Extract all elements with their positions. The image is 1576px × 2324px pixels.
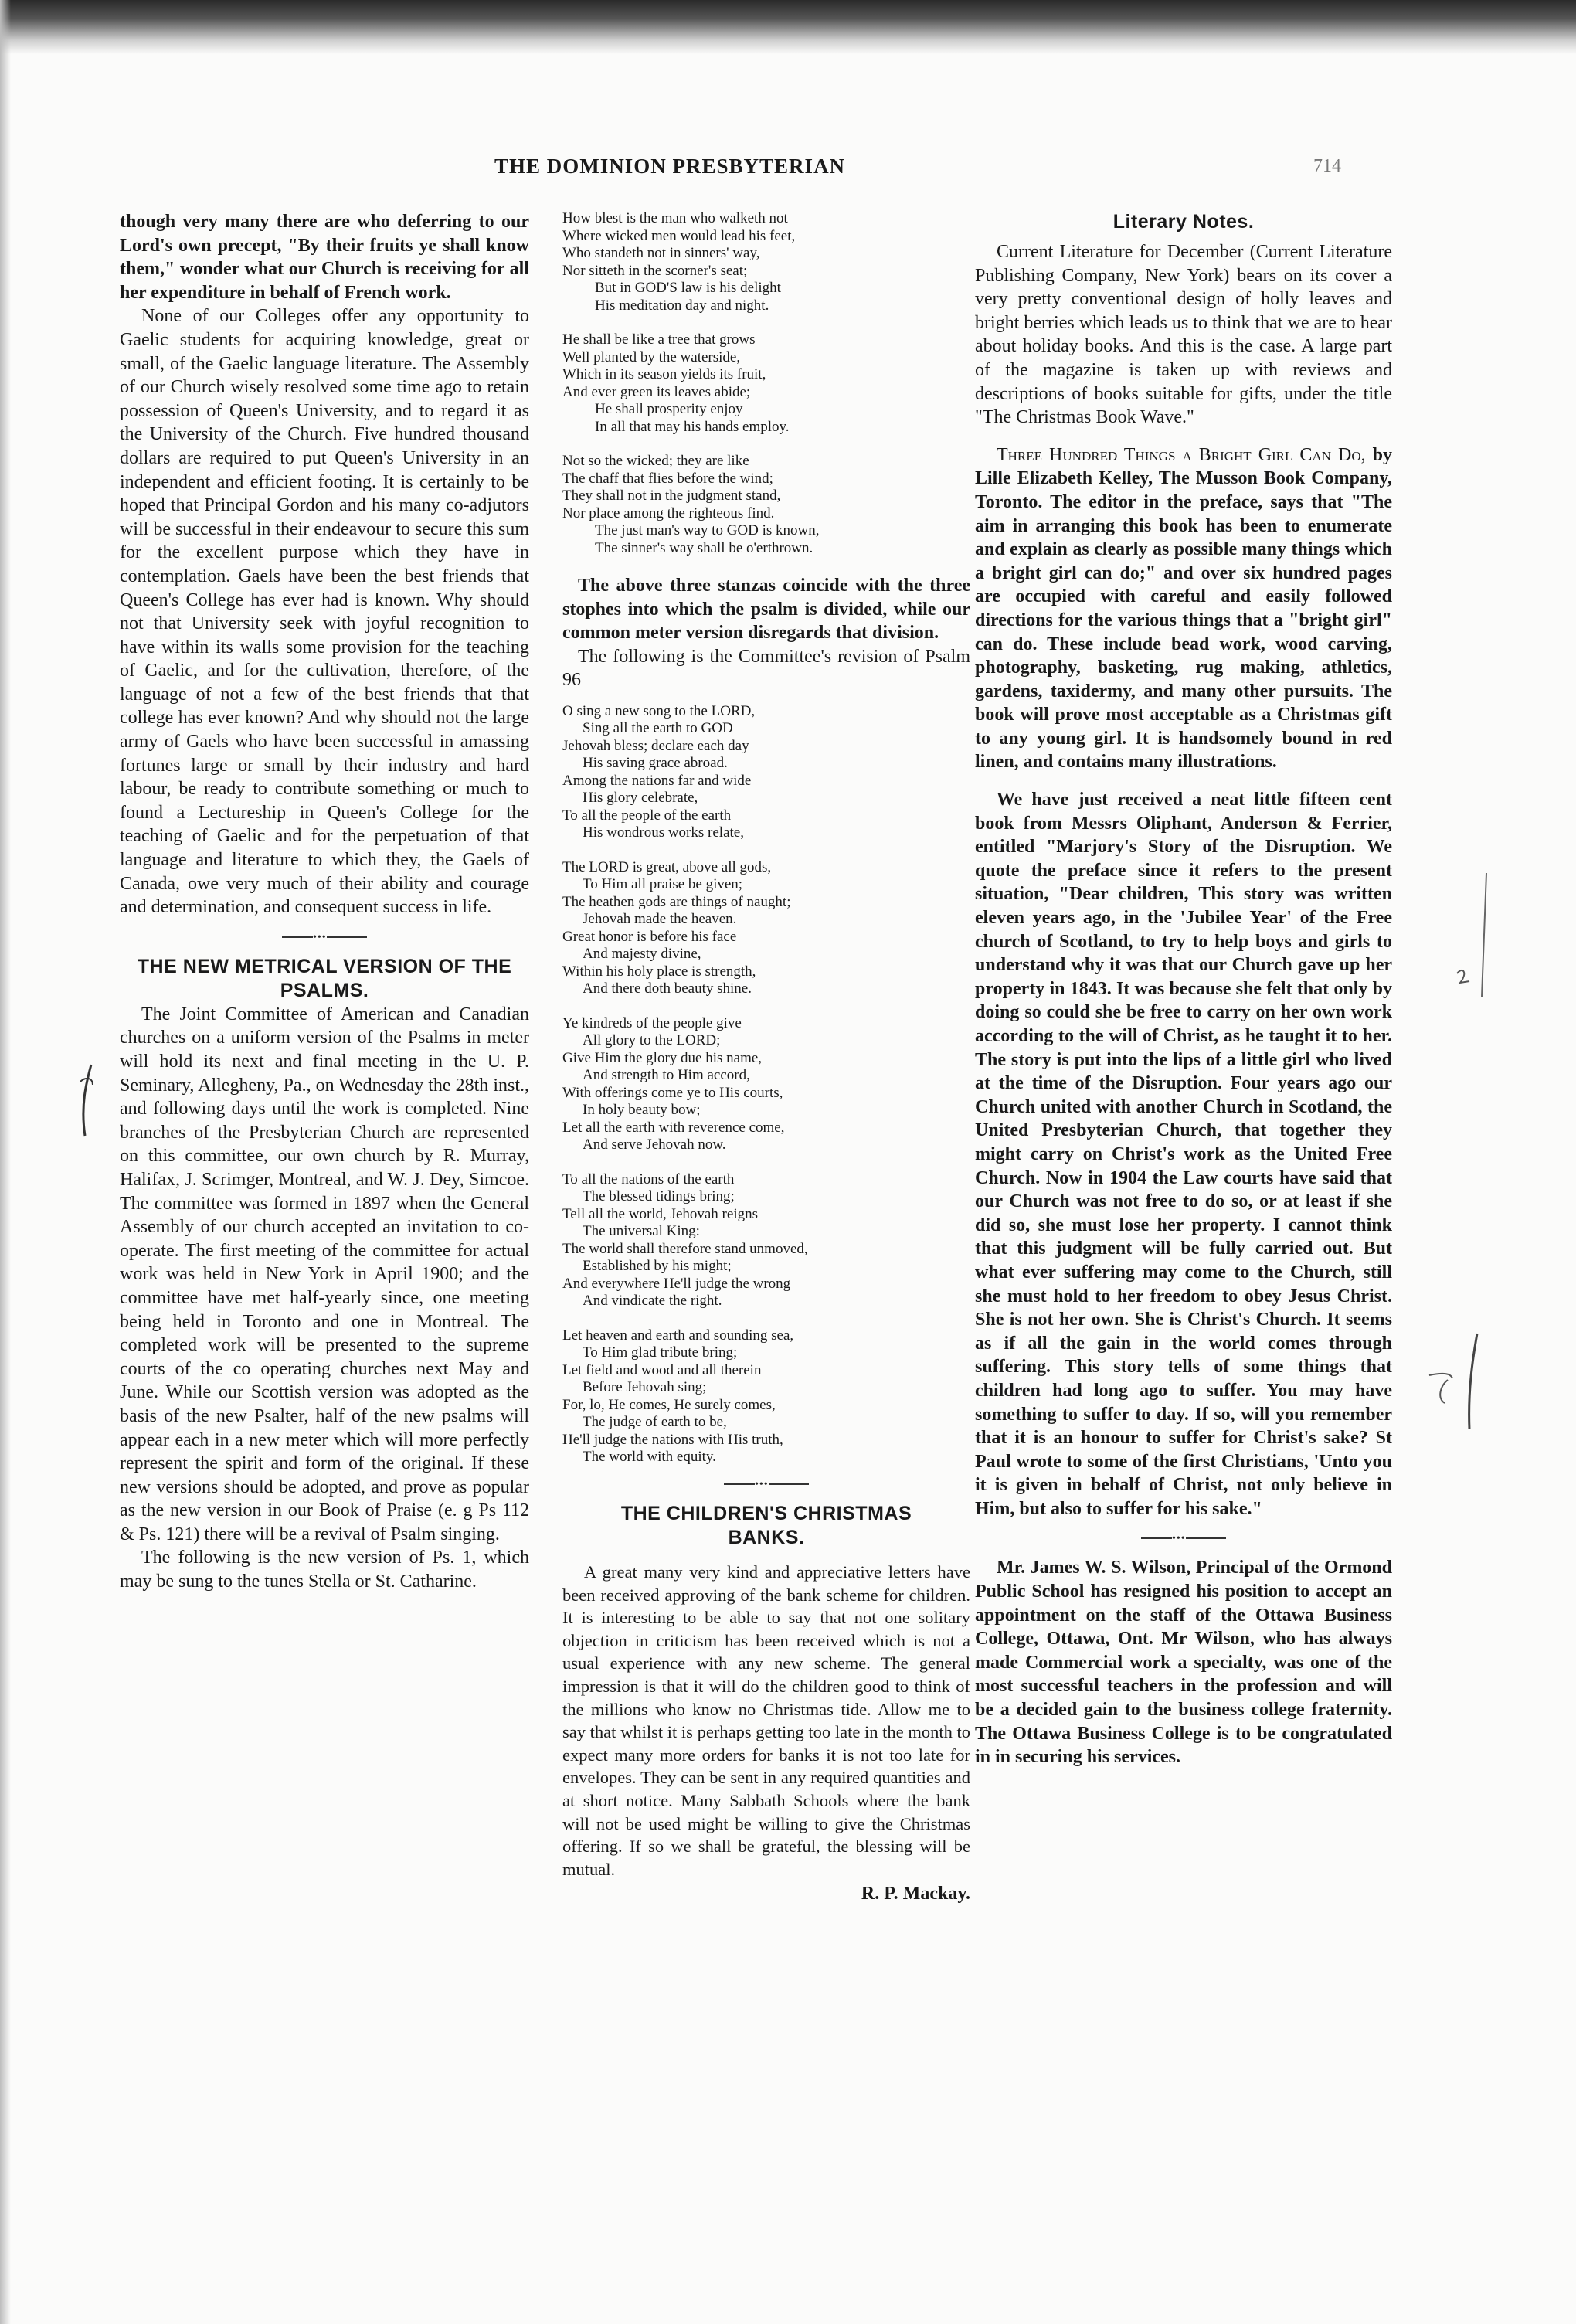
poem-stanza bbox=[562, 331, 970, 436]
poem-line: Not so the wicked; they are like bbox=[562, 453, 749, 469]
column-1 bbox=[120, 210, 529, 1594]
poem-line: To all the nations of the earth bbox=[562, 1170, 735, 1187]
section-divider bbox=[282, 936, 367, 938]
poem-line: Let all the earth with reverence come, bbox=[562, 1119, 785, 1136]
poem-line: Tell all the world, Jehovah reigns bbox=[562, 1205, 758, 1222]
column-3 bbox=[975, 210, 1392, 1769]
poem-line: To all the people of the earth bbox=[562, 807, 732, 824]
poem-line: His glory celebrate, bbox=[583, 790, 698, 807]
article-paragraph: Mr. James W. S. Wilson, Principal of the Ormond Public School has resigned his position to accept an appointment on the staff of the Ottawa Business College, Ottawa, Ont. Mr Wilson, who has always made Commercial work a specialty, was one of the most successful teachers in the profession and will be a decided gain to the business college fraternity. The Ottawa Business College is to be congratulated in in securing his services. bbox=[975, 1558, 1392, 1768]
poem-line: The blessed tidings bring; bbox=[583, 1188, 735, 1205]
poem-line: Nor place among the righteous find. bbox=[562, 505, 775, 522]
article-paragraph: The Joint Committee of American and Canadian churches on a uniform version of the Psalms in meter will hold its next and final meeting in the U. P. Seminary, Allegheny, Pa., on Wednesday the 28th inst., and following days until the work is completed. Nine branches of the Presbyterian Church are represented on this committee, our own church by R. Murray, Halifax, J. Scrimger, Montreal, and W. J. Dey, Simcoe. The committee was formed in 1897 when the General Assembly of our church accepted an invitation to co-operate. The first meeting of the committee for actual work was held in New York in April 1900; and the committee have met half-yearly since, one meeting being held in Toronto and one in Montreal. The completed work will be presented to the supreme courts of the co operating churches next May and June. While our Scottish version was adopted as the basis of the new Psalter, half of the new psalms will appear each in a new meter which will more perfectly represent the spirit and form of the original. If these new versions should be adopted, and prove as popular as the new version in our Book of Praise (e. g Ps 112 & Ps. 121) there will be a revival of Psalm singing. bbox=[120, 1004, 529, 1544]
psalm-96-verse bbox=[562, 703, 970, 1466]
poem-line: He shall be like a tree that grows bbox=[562, 331, 756, 348]
poem-line: The chaff that flies before the wind; bbox=[562, 470, 773, 487]
poem-line: O sing a new song to the LORD, bbox=[562, 702, 756, 719]
article-paragraph: Current Literature for December (Current Literature Publishing Company, New York) bears on its cover a very pretty conventional design of holly leaves and bright berries which leads us to think that we are to hear about holiday books. And this is the case. A large part of the magazine is taken up with reviews and descriptions of books suitable for gifts, under the title "The Christmas Book Wave." bbox=[975, 242, 1392, 428]
poem-line: And serve Jehovah now. bbox=[583, 1137, 726, 1154]
poem-line: Give Him the glory due his name, bbox=[562, 1049, 763, 1066]
poem-line: They shall not in the judgment stand, bbox=[562, 488, 781, 504]
poem-stanza bbox=[562, 1171, 970, 1310]
poem-line: Which in its season yields its fruit, bbox=[562, 366, 766, 382]
page-number: 714 bbox=[1313, 156, 1341, 176]
poem-line: All glory to the LORD; bbox=[583, 1032, 721, 1049]
poem-line: And everywhere He'll judge the wrong bbox=[562, 1275, 791, 1292]
poem-line: And ever green its leaves abide; bbox=[562, 383, 751, 400]
poem-line: Jehovah bless; declare each day bbox=[562, 737, 749, 754]
section-heading: Literary Notes. bbox=[1112, 211, 1255, 233]
running-head bbox=[0, 155, 1576, 185]
poem-line: The world shall therefore stand unmoved, bbox=[562, 1240, 808, 1257]
section-divider bbox=[724, 1483, 809, 1485]
book-review-paragraph bbox=[975, 443, 1392, 774]
poem-line: He shall prosperity enjoy bbox=[595, 401, 743, 417]
poem-line: The universal King: bbox=[583, 1223, 700, 1240]
poem-line: Where wicked men would lead his feet, bbox=[562, 227, 796, 244]
poem-line: With offerings come ye to His courts, bbox=[562, 1084, 783, 1101]
margin-pencil-mark-left bbox=[70, 1058, 108, 1143]
publication-title: THE DOMINION PRESBYTERIAN bbox=[494, 155, 846, 178]
poem-line: Within his holy place is strength, bbox=[562, 963, 756, 980]
article-paragraph: We have just received a neat little fifteen cent book from Messrs Oliphant, Anderson & Ferrier, entitled "Marjory's Story of the Disruption. We quote the preface since it refers to the present situation, "Dear children, This story was written eleven years ago, in the 'Jubilee Year' of the Free church of Scotland, to try to help boys and girls to understand why it was that our Church gave up her property in 1843. It was because she felt that only by doing so could she be free to carry on her own work according to the will of Christ, as he taught it to her. The story is put into the lips of a little girl who lived at the time of the Disruption. Four years ago our Church united with another Church in Scotland, the United Presbyterian Church, that together they might carry on Christ's work as the United Free Church. Now in 1904 the Law courts have said that our Church was not free to do so, or at least if she did so, she must lose her property. I cannot think that this judgment will be fully carried out. But what ever suffering may come to the Church, still she must hold to her freedom to obey Jesus Christ. She is not her own. She is Christ's Church. It seems as if all the gain in the world comes through suffering. This story tells of some things that children had long ago to suffer. You may have something to suffer to day. If so, will you remember that it is an honour to suffer for Christ's sake? St Paul wrote to some of the first Christians, 'Unto you it is given in behalf of Christ, not only believe in Him, but also to suffer for his sake." bbox=[975, 790, 1392, 1519]
poem-line: The judge of earth to be, bbox=[583, 1414, 727, 1431]
margin-pencil-mark-right-1 bbox=[1452, 865, 1499, 1004]
poem-stanza bbox=[562, 859, 970, 998]
column-2 bbox=[562, 210, 970, 1906]
poem-line: How blest is the man who walketh not bbox=[562, 210, 788, 226]
poem-line: His saving grace abroad. bbox=[583, 755, 728, 772]
poem-line: Among the nations far and wide bbox=[562, 772, 752, 789]
poem-line: And there doth beauty shine. bbox=[583, 980, 752, 997]
poem-line: Who standeth not in sinners' way, bbox=[562, 245, 760, 261]
poem-line: And strength to Him accord, bbox=[583, 1067, 750, 1084]
poem-line: And vindicate the right. bbox=[583, 1293, 722, 1310]
poem-line: Let field and wood and all therein bbox=[562, 1361, 762, 1378]
poem-line: To Him all praise be given; bbox=[583, 876, 743, 893]
poem-line: Ye kindreds of the people give bbox=[562, 1014, 742, 1031]
poem-stanza bbox=[562, 453, 970, 557]
poem-line: But in GOD'S law is his delight bbox=[595, 280, 781, 296]
poem-line: For, lo, He comes, He surely comes, bbox=[562, 1396, 776, 1413]
review-body: by Lille Elizabeth Kelley, The Musson Book Company, Toronto. The editor in the preface, says that "The aim in arranging this book has been to enumerate and explain as clearly as possible many things which a bright girl can do;" and over six hundred pages are occupied with careful and easily followed directions for the various things that a "bright girl" can do. These include bead work, wood carving, photography, basketing, rug making, athletics, gardens, taxidermy, and many other pursuits. The book will prove most acceptable as a Christmas gift to any young girl. It is handsomely bound in red linen, and contains many illustrations. bbox=[975, 444, 1392, 773]
article-paragraph: The following is the new version of Ps. 1, which may be sung to the tunes Stella or St. Catharine. bbox=[120, 1548, 529, 1592]
revision-intro: The following is the Committee's revision of Psalm 96 bbox=[562, 646, 970, 691]
poem-line: His wondrous works relate, bbox=[583, 824, 744, 841]
section-divider bbox=[1141, 1537, 1226, 1539]
poem-line: The just man's way to GOD is known, bbox=[595, 522, 820, 539]
poem-line: To Him glad tribute bring; bbox=[583, 1344, 738, 1361]
poem-line: Great honor is before his face bbox=[562, 928, 737, 945]
poem-stanza bbox=[562, 703, 970, 842]
poem-stanza bbox=[562, 1015, 970, 1154]
article-paragraph: A great many very kind and appreciative letters have been received approving of the bank scheme for children. It is interesting to be able to say that not one solitary objection in criticism has been received which is not a usual experience with any new scheme. The general impression is that it will do the children good to think of the millions who know no Christmas tide. Allow me to say that whilst it is perhaps getting too late in the month to expect many more orders for banks it is not too late for envelopes. They can be sent in any required quantities and at short notice. Many Sabbath Schools where the bank will not be used might be willing to give the Christmas offering. If so we shall be grateful, the blessing will be mutual. bbox=[562, 1561, 970, 1879]
poem-line: His meditation day and night. bbox=[595, 297, 769, 314]
poem-line: Let heaven and earth and sounding sea, bbox=[562, 1327, 794, 1344]
poem-line: He'll judge the nations with His truth, bbox=[562, 1431, 783, 1448]
margin-pencil-mark-right-2 bbox=[1421, 1329, 1491, 1437]
psalm-1-verse bbox=[562, 210, 970, 557]
article-paragraph: None of our Colleges offer any opportunity to Gaelic students for acquiring knowledge, great or small, of the Gaelic language literature. The Assembly of our Church wisely resolved some time ago to retain possession of Queen's University, and to regard it as the University of the Church. Five hundred thousand dollars are required to put Queen's University in an independent and efficient footing. It is certainly to be hoped that Principal Gordon and his many co-adjutors will be successful in their endeavour to secure this sum for the excellent purpose which they have in contemplation. Gaels have been the best friends that Queen's College has ever had is known. Why should not that University seek with joyful recognition to have within its walls some provision for the teaching of Gaelic, and for the cultivation, therefore, of the language of not a few of the best friends that that college has ever known? And why should not the large army of Gaels who have been successful in amassing fortunes large or small by their industry and hard labour, be ready to contribute something or much to found a Lectureship in Queen's College for the teaching of Gaelic and for the perpetuation of that language and literature to which they, the Gaels of Canada, owe very much of their ability and courage and determination, and consequent success in life. bbox=[120, 306, 529, 918]
signature: R. P. Mackay. bbox=[861, 1884, 970, 1904]
poem-line: Well planted by the waterside, bbox=[562, 348, 741, 365]
poem-line: Sing all the earth to GOD bbox=[583, 720, 733, 737]
section-heading: THE NEW METRICAL VERSION OF THE PSALMS. bbox=[137, 955, 512, 1001]
poem-line: Before Jehovah sing; bbox=[583, 1379, 707, 1396]
article-paragraph: though very many there are who deferring to our Lord's own precept, "By their fruits ye shall know them," wonder what our Church is receiving for all her expenditure in behalf of French work. bbox=[120, 212, 529, 303]
psalm-notes bbox=[562, 574, 970, 692]
poem-line: The heathen gods are things of naught; bbox=[562, 893, 791, 910]
stanza-note: The above three stanzas coincide with the three stophes into which the psalm is divided, while our common meter version disregards that division. bbox=[562, 576, 970, 644]
poem-line: Established by his might; bbox=[583, 1258, 732, 1275]
poem-line: In holy beauty bow; bbox=[583, 1102, 701, 1119]
poem-line: And majesty divine, bbox=[583, 946, 701, 963]
torn-top-edge bbox=[0, 0, 1576, 54]
poem-line: In all that may his hands employ. bbox=[595, 418, 790, 435]
poem-line: The sinner's way shall be o'erthrown. bbox=[595, 539, 813, 556]
poem-line: Jehovah made the heaven. bbox=[583, 911, 737, 928]
section-heading: THE CHILDREN'S CHRISTMAS BANKS. bbox=[620, 1502, 912, 1548]
poem-stanza bbox=[562, 1327, 970, 1466]
book-title: Three Hundred Things a Bright Girl Can Do, bbox=[997, 444, 1366, 465]
poem-stanza bbox=[562, 210, 970, 314]
page-shadow bbox=[0, 0, 11, 2324]
poem-line: The LORD is great, above all gods, bbox=[562, 858, 772, 875]
poem-line: Nor sitteth in the scorner's seat; bbox=[562, 262, 748, 279]
poem-line: The world with equity. bbox=[583, 1449, 716, 1466]
